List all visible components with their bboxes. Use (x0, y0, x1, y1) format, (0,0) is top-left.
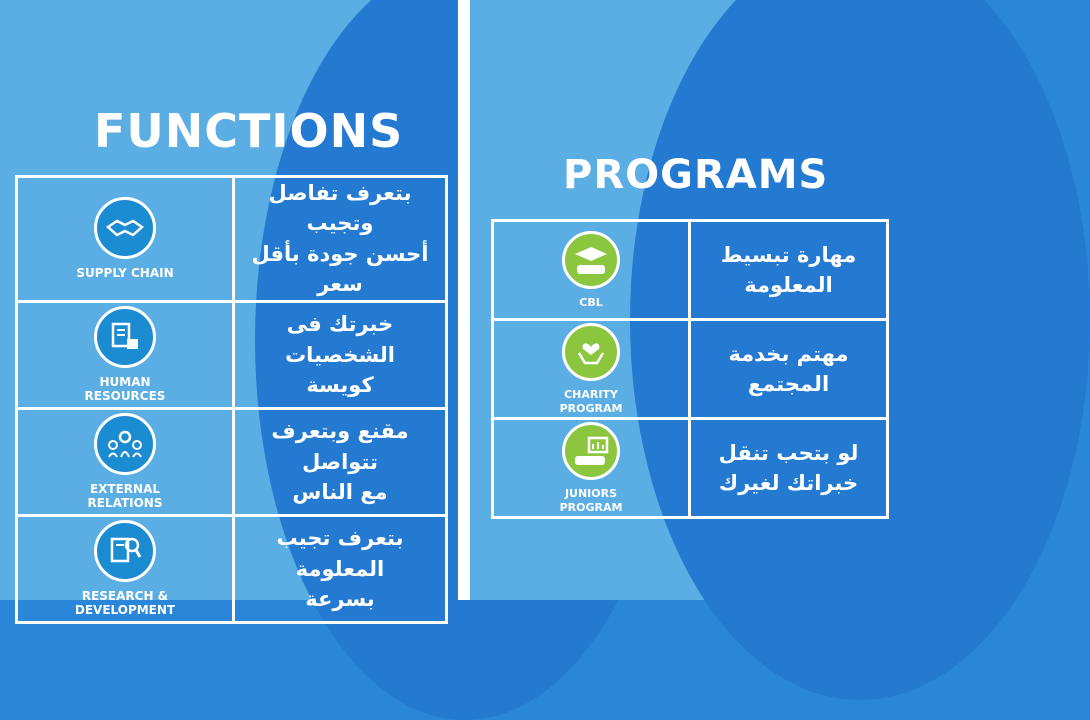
description-line: أحسن جودة بأقل سعر (251, 241, 429, 297)
program-icon-cell (493, 221, 690, 320)
program-description (690, 320, 888, 419)
function-icon-cell (17, 177, 234, 302)
hands-heart-icon (562, 323, 620, 381)
table-row (17, 408, 447, 515)
function-icon-cell (17, 408, 234, 515)
document-magnifier-icon (94, 520, 156, 582)
programs-heading: PROGRAMS (563, 152, 829, 198)
function-label: SUPPLY CHAIN (76, 266, 174, 281)
description-line: المعلومة (744, 273, 833, 297)
description-line: خبراتك لغيرك (718, 471, 859, 495)
graduation-cap-icon (562, 231, 620, 289)
function-label: HUMAN (99, 374, 151, 389)
program-label: CHARITY (564, 388, 618, 402)
description-line: بسرعة (305, 586, 375, 611)
description-line: مهارة تبسيط (720, 242, 857, 267)
description-line: مقنع وبتعرف تتواصل (271, 419, 409, 474)
program-label-line2: PROGRAM (559, 500, 623, 514)
panel-divider (458, 0, 470, 600)
table-row (17, 177, 447, 302)
functions-heading: FUNCTIONS (94, 104, 404, 158)
documents-box-icon (94, 306, 156, 368)
table-row (17, 515, 447, 622)
function-description (234, 301, 447, 408)
program-description (690, 419, 888, 518)
function-icon-cell (17, 301, 234, 408)
description-line: المجتمع (747, 372, 830, 396)
table-row (17, 301, 447, 408)
handshake-icon (94, 197, 156, 259)
function-description (234, 515, 447, 622)
table-row (493, 419, 888, 518)
description-line: كويسة (306, 372, 374, 397)
programs-panel (470, 0, 900, 600)
description-line: لو بتحب تنقل (718, 440, 859, 465)
function-description (234, 408, 447, 515)
function-icon-cell (17, 515, 234, 622)
table-row (493, 221, 888, 320)
function-label: EXTERNAL (89, 481, 161, 496)
programs-table (491, 219, 889, 519)
table-row (493, 320, 888, 419)
function-label: RESEARCH & (81, 588, 169, 603)
people-network-icon (94, 413, 156, 475)
program-label: JUNIORS (564, 487, 618, 501)
program-label-line2: PROGRAM (559, 401, 623, 415)
function-label-line2: RELATIONS (87, 496, 163, 511)
functions-panel (0, 0, 458, 618)
function-label-line2: RESOURCES (84, 389, 166, 404)
program-description (690, 221, 888, 320)
functions-table (15, 175, 448, 624)
program-icon-cell (493, 320, 690, 419)
description-line: مهتم بخدمة (728, 341, 849, 366)
description-line: بتعرف تفاصل وتجيب (268, 181, 412, 236)
function-label-line2: DEVELOPMENT (74, 603, 176, 618)
program-icon-cell (493, 419, 690, 518)
description-line: خبرتك فى الشخصيات (285, 312, 395, 367)
description-line: بتعرف تجيب المعلومة (276, 526, 404, 581)
function-description (234, 177, 447, 302)
presentation-board-icon (562, 422, 620, 480)
program-label: CBL (579, 295, 603, 309)
description-line: مع الناس (292, 479, 388, 504)
